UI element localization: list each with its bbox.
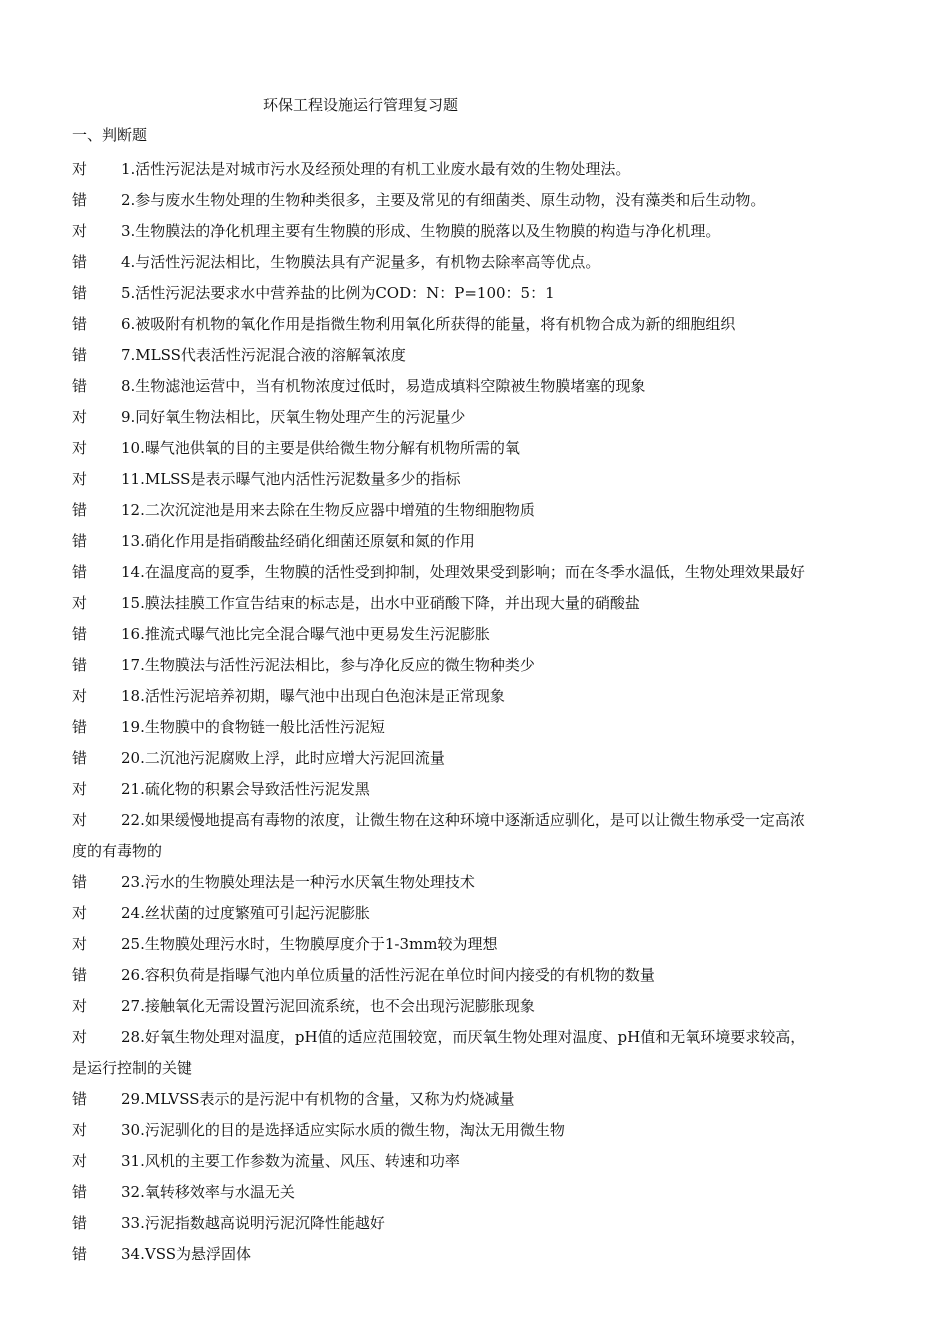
answer-mark: 对 bbox=[72, 160, 88, 178]
page-title: 环保工程设施运行管理复习题 bbox=[263, 96, 459, 114]
section-heading: 一、判断题 bbox=[72, 126, 148, 144]
question-item bbox=[0, 340, 950, 371]
answer-mark: 对 bbox=[72, 811, 88, 829]
question-text: 5.活性污泥法要求水中营养盐的比例为COD：N：P=100：5：1 bbox=[121, 284, 555, 302]
answer-mark: 错 bbox=[72, 532, 88, 550]
question-text: 26.容积负荷是指曝气池内单位质量的活性污泥在单位时间内接受的有机物的数量 bbox=[121, 966, 655, 984]
question-text: 28.好氧生物处理对温度，pH值的适应范围较宽，而厌氧生物处理对温度、pH值和无氧环境要求较高， bbox=[121, 1028, 806, 1046]
answer-mark: 错 bbox=[72, 377, 88, 395]
answer-mark: 错 bbox=[72, 563, 88, 581]
question-item bbox=[0, 309, 950, 340]
answer-mark: 对 bbox=[72, 439, 88, 457]
answer-mark: 对 bbox=[72, 594, 88, 612]
question-text: 27.接触氧化无需设置污泥回流系统，也不会出现污泥膨胀现象 bbox=[121, 997, 535, 1015]
answer-mark: 错 bbox=[72, 284, 88, 302]
question-item bbox=[0, 495, 950, 526]
question-text: 24.丝状菌的过度繁殖可引起污泥膨胀 bbox=[121, 904, 370, 922]
answer-mark: 对 bbox=[72, 222, 88, 240]
answer-mark: 对 bbox=[72, 1152, 88, 1170]
answer-mark: 错 bbox=[72, 1183, 88, 1201]
question-item bbox=[0, 557, 950, 588]
question-item bbox=[0, 619, 950, 650]
question-text: 22.如果缓慢地提高有毒物的浓度，让微生物在这种环境中逐渐适应驯化，是可以让微生物承受一定高浓 bbox=[121, 811, 805, 829]
answer-mark: 对 bbox=[72, 1028, 88, 1046]
question-text: 4.与活性污泥法相比，生物膜法具有产泥量多，有机物去除率高等优点。 bbox=[121, 253, 601, 271]
question-item bbox=[0, 1146, 950, 1177]
question-text: 34.VSS为悬浮固体 bbox=[121, 1245, 251, 1263]
question-text: 21.硫化物的积累会导致活性污泥发黑 bbox=[121, 780, 370, 798]
question-text: 1.活性污泥法是对城市污水及经预处理的有机工业废水最有效的生物处理法。 bbox=[121, 160, 631, 178]
answer-mark: 对 bbox=[72, 1121, 88, 1139]
question-item bbox=[0, 650, 950, 681]
question-list bbox=[0, 154, 950, 1270]
question-item bbox=[0, 1084, 950, 1115]
question-item bbox=[0, 1115, 950, 1146]
question-text: 11.MLSS是表示曝气池内活性污泥数量多少的指标 bbox=[121, 470, 461, 488]
question-item bbox=[0, 216, 950, 247]
question-item bbox=[0, 433, 950, 464]
question-text: 18.活性污泥培养初期，曝气池中出现白色泡沫是正常现象 bbox=[121, 687, 505, 705]
answer-mark: 错 bbox=[72, 501, 88, 519]
question-text: 9.同好氧生物法相比，厌氧生物处理产生的污泥量少 bbox=[121, 408, 466, 426]
question-item bbox=[0, 712, 950, 743]
question-item bbox=[0, 774, 950, 805]
question-text: 29.MLVSS表示的是污泥中有机物的含量，又称为灼烧减量 bbox=[121, 1090, 515, 1108]
question-item bbox=[0, 588, 950, 619]
answer-mark: 错 bbox=[72, 1245, 88, 1263]
question-text: 23.污水的生物膜处理法是一种污水厌氧生物处理技术 bbox=[121, 873, 475, 891]
question-text-continued: 度的有毒物的 bbox=[72, 842, 163, 860]
question-item bbox=[0, 402, 950, 433]
question-item bbox=[0, 960, 950, 991]
question-text: 2.参与废水生物处理的生物种类很多，主要及常见的有细菌类、原生动物，没有藻类和后生动物。 bbox=[121, 191, 766, 209]
question-text: 19.生物膜中的食物链一般比活性污泥短 bbox=[121, 718, 385, 736]
answer-mark: 对 bbox=[72, 997, 88, 1015]
question-item bbox=[0, 371, 950, 402]
question-item bbox=[0, 185, 950, 216]
question-item bbox=[0, 991, 950, 1022]
question-text: 7.MLSS代表活性污泥混合液的溶解氧浓度 bbox=[121, 346, 406, 364]
question-text: 10.曝气池供氧的目的主要是供给微生物分解有机物所需的氧 bbox=[121, 439, 520, 457]
question-item bbox=[0, 681, 950, 712]
question-item bbox=[0, 743, 950, 774]
question-item bbox=[0, 898, 950, 929]
question-item bbox=[0, 1177, 950, 1208]
question-item bbox=[0, 929, 950, 960]
question-item bbox=[0, 464, 950, 495]
question-text: 8.生物滤池运营中，当有机物浓度过低时，易造成填料空隙被生物膜堵塞的现象 bbox=[121, 377, 646, 395]
question-text: 3.生物膜法的净化机理主要有生物膜的形成、生物膜的脱落以及生物膜的构造与净化机理。 bbox=[121, 222, 721, 240]
answer-mark: 对 bbox=[72, 904, 88, 922]
question-item bbox=[0, 805, 950, 867]
question-text: 17.生物膜法与活性污泥法相比，参与净化反应的微生物种类少 bbox=[121, 656, 535, 674]
question-item bbox=[0, 278, 950, 309]
answer-mark: 错 bbox=[72, 718, 88, 736]
question-text: 12.二次沉淀池是用来去除在生物反应器中增殖的生物细胞物质 bbox=[121, 501, 535, 519]
answer-mark: 错 bbox=[72, 315, 88, 333]
answer-mark: 错 bbox=[72, 1090, 88, 1108]
question-item bbox=[0, 1208, 950, 1239]
answer-mark: 对 bbox=[72, 780, 88, 798]
answer-mark: 对 bbox=[72, 470, 88, 488]
question-text: 6.被吸附有机物的氧化作用是指微生物利用氧化所获得的能量，将有机物合成为新的细胞组织 bbox=[121, 315, 736, 333]
question-text: 32.氧转移效率与水温无关 bbox=[121, 1183, 295, 1201]
answer-mark: 错 bbox=[72, 625, 88, 643]
answer-mark: 对 bbox=[72, 935, 88, 953]
answer-mark: 错 bbox=[72, 749, 88, 767]
answer-mark: 错 bbox=[72, 873, 88, 891]
answer-mark: 错 bbox=[72, 191, 88, 209]
question-text: 31.风机的主要工作参数为流量、风压、转速和功率 bbox=[121, 1152, 460, 1170]
question-text: 16.推流式曝气池比完全混合曝气池中更易发生污泥膨胀 bbox=[121, 625, 490, 643]
answer-mark: 错 bbox=[72, 966, 88, 984]
question-text: 25.生物膜处理污水时，生物膜厚度介于1-3mm较为理想 bbox=[121, 935, 498, 953]
answer-mark: 错 bbox=[72, 346, 88, 364]
question-item bbox=[0, 247, 950, 278]
question-text: 14.在温度高的夏季，生物膜的活性受到抑制，处理效果受到影响；而在冬季水温低，生物处理效果最好 bbox=[121, 563, 805, 581]
question-text: 20.二沉池污泥腐败上浮，此时应增大污泥回流量 bbox=[121, 749, 445, 767]
question-text-continued: 是运行控制的关键 bbox=[72, 1059, 193, 1077]
answer-mark: 错 bbox=[72, 656, 88, 674]
question-item bbox=[0, 154, 950, 185]
answer-mark: 对 bbox=[72, 687, 88, 705]
answer-mark: 错 bbox=[72, 1214, 88, 1232]
answer-mark: 错 bbox=[72, 253, 88, 271]
answer-mark: 对 bbox=[72, 408, 88, 426]
question-text: 15.膜法挂膜工作宣告结束的标志是，出水中亚硝酸下降，并出现大量的硝酸盐 bbox=[121, 594, 640, 612]
question-item bbox=[0, 526, 950, 557]
question-text: 30.污泥驯化的目的是选择适应实际水质的微生物，淘汰无用微生物 bbox=[121, 1121, 565, 1139]
question-text: 13.硝化作用是指硝酸盐经硝化细菌还原氨和氮的作用 bbox=[121, 532, 475, 550]
question-item bbox=[0, 1022, 950, 1084]
question-item bbox=[0, 867, 950, 898]
question-text: 33.污泥指数越高说明污泥沉降性能越好 bbox=[121, 1214, 385, 1232]
question-item bbox=[0, 1239, 950, 1270]
